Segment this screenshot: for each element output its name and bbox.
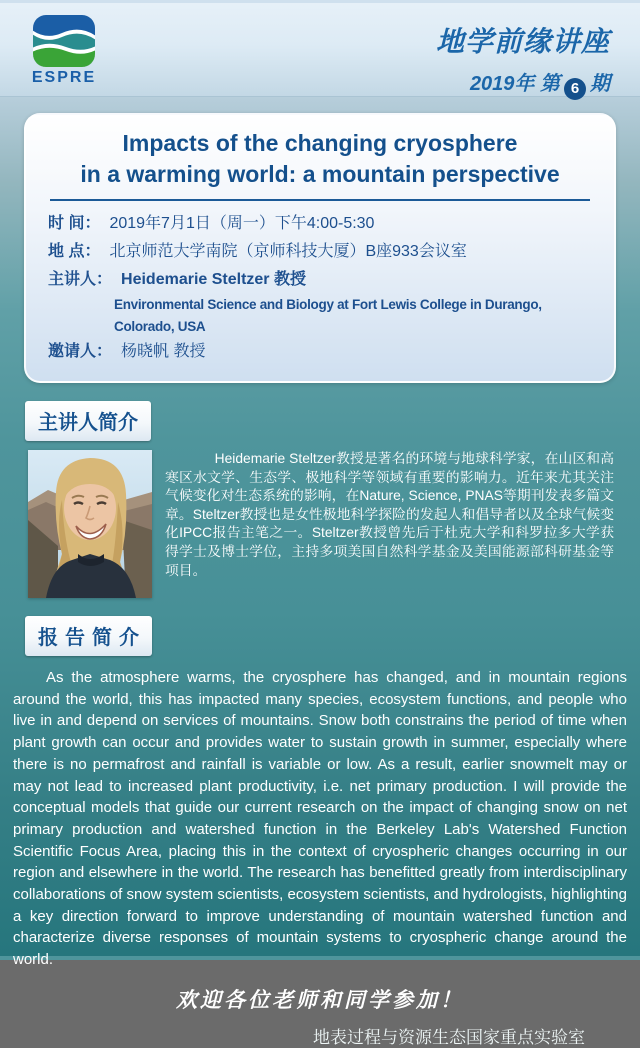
info-row-place [48,238,592,266]
info-row-time [48,210,592,238]
espre-logo [28,14,100,87]
speaker-name: Heidemarie Steltzer 教授 [121,271,306,288]
info-row-host [48,338,592,366]
poster-body [0,97,640,1047]
section-heading-speaker-bio: 主讲人简介 [25,401,151,441]
lecture-title-line2: in a warming world: a mountain perspective [80,161,560,187]
lecture-title-line1: Impacts of the changing cryosphere [122,130,518,156]
section-heading-abstract: 报告简介 [25,616,152,656]
issue-number-badge: 6 [564,78,586,100]
place-value: 北京师范大学南院（京师科技大厦）B座933会议室 [109,243,467,260]
issue-line [436,67,610,100]
place-label: 地 点： [48,243,101,260]
speaker-photo [28,450,152,598]
host-name: 杨晓帆 教授 [121,343,206,360]
issue-prefix: 2019年 第 [469,73,560,95]
lecture-title [48,128,592,190]
lecture-info-card [24,113,616,383]
time-label: 时 间： [48,215,101,232]
espre-wave-logo-icon [32,14,96,68]
speaker-bio-row [28,450,614,598]
issue-suffix: 期 [590,73,610,95]
info-row-speaker [48,266,592,294]
lab-name: 地表过程与资源生态国家重点实验室 [313,1027,585,1047]
header [0,0,640,97]
series-title: 地学前缘讲座 [435,26,610,57]
host-label: 邀请人： [48,343,113,360]
logo-wordmark: ESPRE [31,69,97,86]
speaker-bio-text: Heidemarie Steltzer教授是著名的环境与地球科学家，在山区和高寒区水文学、生态学、极地科学等领域有重要的影响力。近年来尤其关注气候变化对生态系统的影响，在Nature, Science, PNAS等期刊发表多篇文章。Steltzer教授也是女性极地科学探险的发起人和倡导者以及全球气候变化IPCC报告主笔之一。Steltzer教授曾先后于杜克大学和科罗拉多大学获得学士及博士学位，主持多项美国自然科学基金及美国能源部科研基金等项目。 [165,451,614,578]
title-divider [50,199,590,201]
speaker-label: 主讲人： [48,271,113,288]
speaker-affiliation: Environmental Science and Biology at Fort Lewis College in Durango, Colorado, USA [114,297,542,334]
abstract-text: As the atmosphere warms, the cryosphere has changed, and in mountain regions around the world, this has impacted many species, ecosystem functions, and people who live in and depend on services of mountains. Snow both constrains the period of time when plant growth can occur and provides water to sustain growth in summer, especially where there is no permafrost and rainfall is variable or low. As a result, earlier snowmelt may or may not lead to increased plant productivity, i.e. net primary production. I will provide the conceptual models that guide our current research on the impact of changing snow on net primary production and watershed function in the Berkeley Lab's Watershed Function Scientific Focus Area, placing this in the context of cryospheric changes occurring in our region and elsewhere in the world. The research has benefitted greatly from interdisciplinary collaborations of snow system scientists, ecosystem scientists, and hydrologists, highlighting a key direction forward to improve understanding of mountain watershed function and characterize diverse responses of mountain systems to cryospheric change around the world. [13,669,627,969]
time-value: 2019年7月1日（周一）下午4:00-5:30 [109,215,375,232]
header-titles [436,14,610,100]
welcome-line: 欢迎各位老师和同学参加！ [176,986,464,1012]
